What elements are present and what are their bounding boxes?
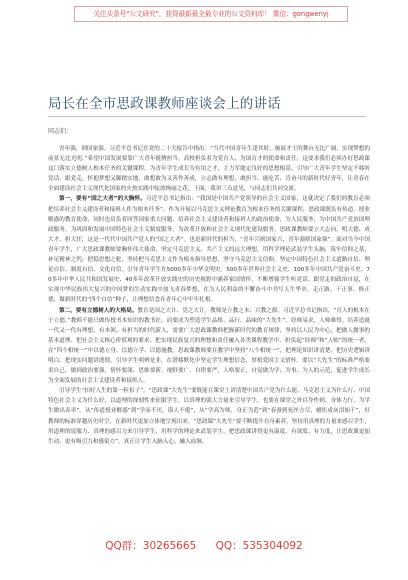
paragraph bbox=[48, 386, 370, 447]
paragraph bbox=[48, 306, 370, 387]
paragraph-text: 青年强，则国家强。习近平总书记在党的二十大报告中指出：“当代中国青年生逢其时，施展才干的舞台无比广阔，实现梦想的前景无比光明。”希望中国发展要靠广大青年挺膺担当。高校担负着为党育人、为国育才的使命和责任，这要求我们必须办好思政课这门落实立德树人根本任务的关键课程，为青年学生成长为有用之才，主力军能定良好的思想根基，引导广大青年学生坚定不移听党话、跟党走，怀抱梦想又脚踏实地，敢想敢为又善作善成，立志做有理想、敢担当、能吃苦、肯奋斗的新时代好青年，让青春在全面建设社会主义现代化国家的火热实践中绽放绚丽之花。下面，我讲三点意见，与同志们共同交流。 bbox=[48, 146, 370, 193]
section-heading: 第一，要有“国之大者”的大胸怀。 bbox=[59, 196, 146, 203]
paragraph-text: 引导学生“扣好人生的第一粒扣子”。“思政课”大先生“要既能在课堂上讲清楚中国共产党为什么能、马克思主义为什么行、中国特色社会主义为什么好，以道理的深刻性来征服学生，以真理的强大力量来引导学生，也要在课堂之外以身作则、身体力行，为学生做出表率”。从“传道授业解惑”到“学而不厌，诲人不倦”，从“学高为师，身正为范”到“春蚕到死丝方尽，蜡炬成灰泪始干”，好教师的标准穿越历史时空，在新时代更加立体地呈现出来。“思政课”大先生“要不断提升自身素养，坚持用真理的力量来感召学生，用道理的说服力、真理的感召力来引导学生，用科学的理论来武装学生，把思政课讲得更有温度、有深度、有力度，让思政课更加生动、更有吸引力和感染力”，真正让学生入脑入心、融入血脉。 bbox=[48, 388, 370, 445]
title-divider bbox=[48, 116, 366, 117]
document-title: 局长在全市思政课教师座谈会上的讲话 bbox=[48, 96, 281, 112]
footer-contact bbox=[0, 538, 408, 553]
document-body bbox=[48, 144, 370, 447]
section-heading: 第二，要有立德树人的大格局。 bbox=[59, 307, 138, 314]
promo-banner bbox=[74, 6, 348, 22]
paragraph bbox=[48, 194, 370, 305]
promo-banner-text: 关注头条号"公文研究"，获得最新最全最专业的公文资料库！ 微信：gongwenyj bbox=[93, 10, 329, 18]
salutation: 同志们： bbox=[48, 128, 73, 135]
footer-qq: QQ：535304092 bbox=[215, 540, 303, 552]
paragraph bbox=[48, 144, 370, 194]
paragraph-text: 教育是国之大计、党之大计。教师是立教之本、兴教之源。习近平总书记指出，“育人的根本在于立德。”教师不能只做传授书本知识的教书匠，而要成为塑造学生品格、品行、品味的“大先生”。经师易求，人师难得。培养造就一代又一代有理想、有本领、有担当的时代新人，需要广大思政课教师把握新时代的教育规律，坚持以人民为中心，把做人做事的基本道理、把社会主义核心价值观的要求、把实现民族复兴的理想和责任融入各类课程教学中，担负起“经师”和“人师”的统一者，在“四个相统一”中以德立身、以德立学、以德施教。思政课教师要在教学中坚持“八个相统一”，把理论知识讲清楚、把历史逻辑讲明白、把现实问题讲透彻，引导学生明辨是非，在潜移默化中坚定学生理想信念，厚植爱国主义情怀。要以“大先生”的标准严格要求自己，做到政治要强、情怀要深、思维要新、视野要广、自律要严、人格要正，自觉做为学、为事、为人的示范，促进学生成长为全面发展的社会主义建设者和接班人。 bbox=[48, 307, 370, 385]
footer-qq-group: QQ群：30265665 bbox=[105, 540, 197, 552]
paragraph-text: 习近平总书记指出：“我国是中国共产党领导的社会主义国家，这就决定了我们的教育必须把培养社会主义建设者和接班人作为根本任务”。作为开展以马克思主义理论教育为根本任务的关键课程，思政课既负有传道、授业解惑的教育使命，同时也肩负着回答国家重大问题、培养社会主义建设者和接班人的政治使命，为人民服务，为中国共产党治国理政服务，为巩固和发展中国特色社会主义制度服务，为改革开放和社会主义现代化建设服务。思政课教师要立大志向、明大德、成大才、担大任，这是一代代中国共产党人的“国之大者”。也是新时代的担当，“青年兴则国家兴，青年强则国家强”。面对当今中国青年学生，广大思政课教师要胸怀伟大使命，坚定马克思主义、共产主义的远大理想，用科学理论武装学生头脑，筑牢信仰之基，补足精神之钙，把稳思想之舵，坚持把马克思主义作为根本指导思想，坚守马克思主义信仰，坚定中国特色社会主义道路自信、理论自信、制度自信、文化自信。引导青年学生在5000多年中华文明史、500多年世界社会主义史、100多年中国共产党奋斗史、70多年中华人民共和国发展史、40多年改革开放实践史的历史视野中涵养家国情怀，不断增强学生听党话、跟党走的政治自觉，在实现中华民族伟大复兴的中国梦的生动实践中放飞青春梦想，在为人民利益的不懈奋斗中书写人生华章，走正路、干正事、修正德，做新时代的“四个自信”种子，让理想信念在青年心中牢牢扎根。 bbox=[48, 196, 371, 304]
